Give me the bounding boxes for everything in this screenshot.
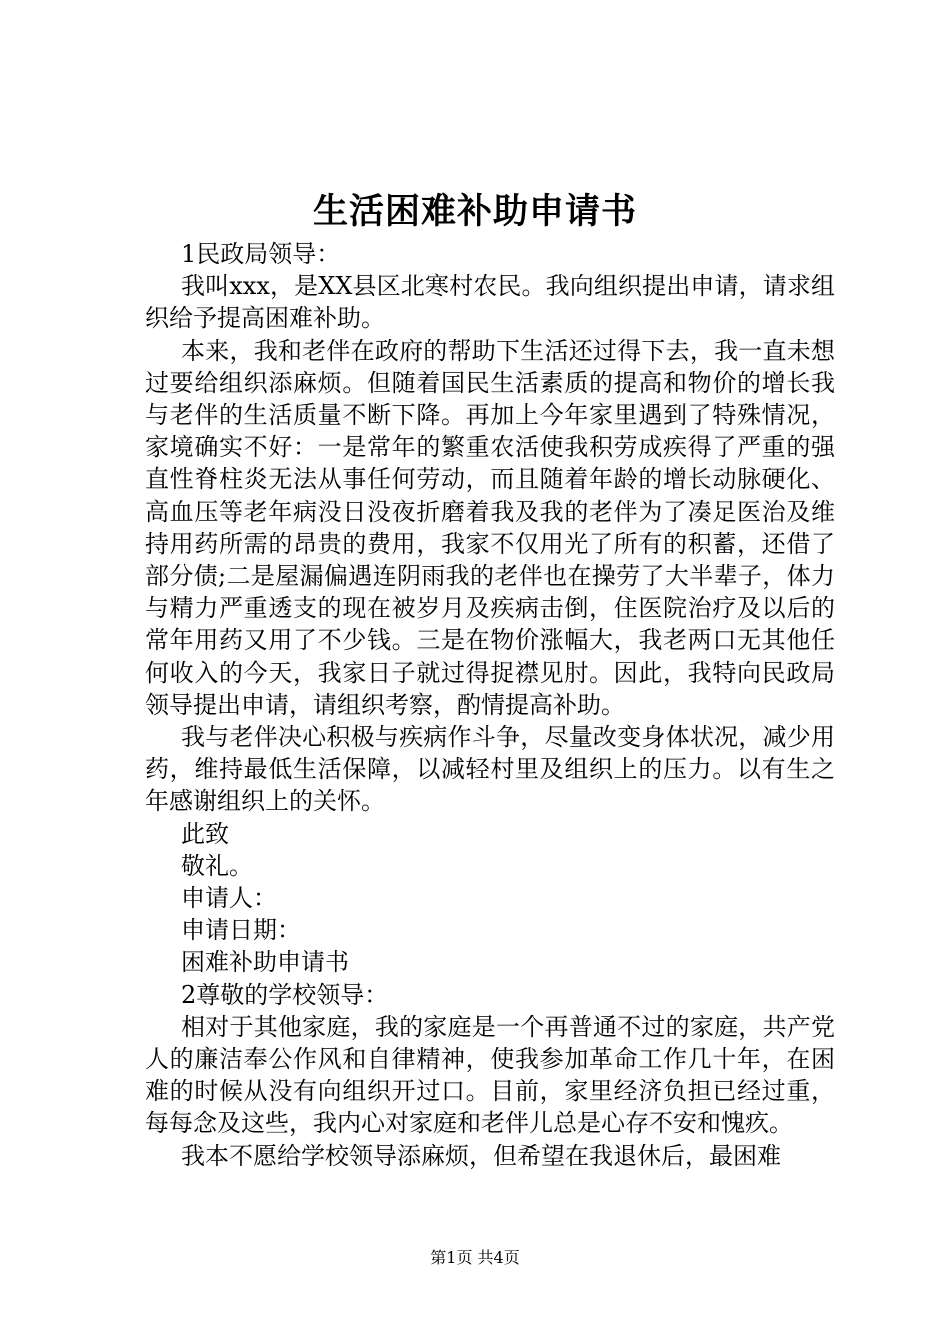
paragraph: 本来，我和老伴在政府的帮助下生活还过得下去，我一直未想过要给组织添麻烦。但随着国民生活素质的提高和物价的增长我与老伴的生活质量不断下降。再加上今年家里遇到了特殊情况，家境确实不好：一是常年的繁重农活使我积劳成疾得了严重的强直性脊柱炎无法从事任何劳动，而且随着年龄的增长动脉硬化、高血压等老年病没日没夜折磨着我及我的老伴为了凑足医治及维持用药所需的昂贵的费用，我家不仅用光了所有的积蓄，还借了部分债;二是屋漏偏遇连阴雨我的老伴也在操劳了大半辈子，体力与精力严重透支的现在被岁月及疾病击倒，住医院治疗及以后的常年用药又用了不少钱。三是在物价涨幅大，我老两口无其他任何收入的今天，我家日子就过得捉襟见肘。因此，我特向民政局领导提出申请，请组织考察，酌情提高补助。 [145, 336, 835, 719]
paragraph: 申请日期： [181, 916, 301, 945]
paragraph: 1民政局领导： [181, 240, 341, 268]
document-title: 生活困难补助申请书 [312, 191, 637, 232]
paragraph: 相对于其他家庭，我的家庭是一个再普通不过的家庭，共产党人的廉洁奉公作风和自律精神，使我参加革命工作几十年，在困难的时候从没有向组织开过口。目前，家里经济负担已经过重，每每念及这些，我内心对家庭和老伴儿总是心存不安和愧疚。 [145, 1012, 835, 1138]
paragraph: 我与老伴决心积极与疾病作斗争，尽量改变身体状况，减少用药，维持最低生活保障，以减轻村里及组织上的压力。以有生之年感谢组织上的关怀。 [145, 723, 835, 816]
paragraph: 此致 [181, 819, 229, 848]
page-footer: 第1页 共4页 [430, 1248, 520, 1267]
paragraph: 我本不愿给学校领导添麻烦，但希望在我退休后，最困难 [181, 1141, 781, 1170]
paragraph: 敬礼。 [181, 851, 253, 880]
document-body [145, 238, 835, 1172]
paragraph: 我叫xxx，是XX县区北寒村农民。我向组织提出申请，请求组织给予提高困难补助。 [145, 272, 835, 333]
paragraph: 申请人： [181, 884, 277, 913]
paragraph: 困难补助申请书 [181, 948, 349, 977]
paragraph: 2尊敬的学校领导： [181, 980, 389, 1009]
